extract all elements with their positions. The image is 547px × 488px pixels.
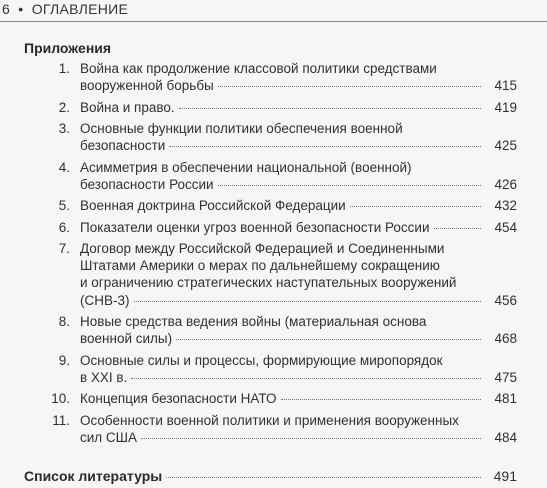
toc-entry-body (80, 313, 517, 347)
toc-entry-number: 10. (51, 391, 70, 407)
toc-entry-text: в XXI в. (80, 369, 128, 385)
toc-entry-page: 419 (494, 99, 517, 115)
dot-leader (434, 228, 481, 229)
toc-entry-number: 8. (58, 313, 70, 329)
toc-entry-text: Штатами Америки о мерах по дальнейшему сокращению (80, 258, 440, 274)
toc-entry-text: Показатели оценки угроз военной безопасности России (80, 219, 430, 235)
toc-entry-text: Новые средства ведения войны (материальная основа (80, 313, 427, 329)
toc-entry-page: 481 (494, 391, 517, 407)
bibliography-page: 491 (493, 468, 517, 484)
toc-entry-body (80, 412, 517, 446)
toc-entry-body (80, 99, 517, 116)
toc-entry (0, 412, 547, 446)
toc-entry-page: 484 (494, 429, 517, 445)
toc-entry-last-line (80, 390, 517, 407)
toc-entry-page: 415 (494, 78, 517, 94)
toc-entry-last-line (80, 176, 517, 193)
toc-entry-page: 432 (494, 198, 517, 214)
header-bullet: • (18, 1, 24, 17)
dot-leader (141, 438, 481, 439)
toc-entry-last-line (80, 330, 517, 347)
running-head (0, 0, 547, 22)
toc-entry-text: Особенности военной политики и применения вооруженных (80, 412, 459, 428)
toc-entry-number: 5. (58, 198, 70, 214)
toc-entry-text: Основные функции политики обеспечения военной (80, 120, 403, 136)
toc-entry-text: Асимметрия в обеспечении национальной (военной) (80, 159, 412, 175)
toc-entry-body (80, 219, 517, 236)
header-page-number: 6 (2, 1, 11, 17)
toc-entry-last-line (80, 219, 517, 236)
toc-entry-last-line (80, 292, 517, 309)
toc-entry-number: 6. (58, 219, 70, 235)
toc-entry-text: и ограничению стратегических наступательных вооружений (80, 275, 457, 291)
dot-leader (134, 301, 482, 302)
toc-entry-number: 2. (58, 99, 70, 115)
toc-entry (0, 352, 547, 386)
toc-entry (0, 240, 547, 309)
toc-entry-last-line (80, 77, 517, 94)
toc-entry-text: Военная доктрина Российской Федерации (80, 198, 346, 214)
toc-entry-text: (СНВ-3) (80, 292, 130, 308)
toc-entry-last-line (80, 197, 517, 214)
toc-entry-page: 456 (494, 292, 517, 308)
toc-entry (0, 197, 547, 214)
dot-leader (350, 206, 481, 207)
toc-list (0, 60, 547, 446)
toc-entry-page: 468 (494, 331, 517, 347)
dot-leader (218, 86, 481, 87)
toc-entry-last-line (80, 99, 517, 116)
toc-entry (0, 159, 547, 193)
toc-entry-last-line (80, 369, 517, 386)
toc-entry-text: Договор между Российской Федерацией и Соединенными (80, 240, 445, 256)
toc-entry-page: 425 (494, 138, 517, 154)
toc-entry-body (80, 197, 517, 214)
toc-entry-number: 9. (58, 352, 70, 368)
toc-entry-text: военной силы) (80, 331, 173, 347)
toc-entry-bibliography (24, 468, 517, 484)
toc-entry-text: Основные силы и процессы, формирующие миропорядок (80, 352, 443, 368)
toc-entry-body (80, 390, 517, 407)
toc-entry-last-line (80, 137, 517, 154)
dot-leader (218, 185, 481, 186)
toc-entry-number: 7. (58, 240, 70, 256)
toc-entry (0, 60, 547, 94)
toc-entry-text: безопасности (80, 138, 166, 154)
dot-leader (131, 378, 481, 379)
header-title: ОГЛАВЛЕНИЕ (31, 1, 129, 17)
dot-leader (169, 146, 481, 147)
toc-entry (0, 313, 547, 347)
toc-entry-body (80, 120, 517, 154)
dot-leader (176, 339, 481, 340)
toc-entry (0, 120, 547, 154)
toc-entry-number: 3. (58, 120, 70, 136)
toc-entry-page: 426 (494, 176, 517, 192)
bibliography-label: Список литературы (24, 468, 163, 484)
dot-leader (179, 108, 481, 109)
toc-entry (0, 99, 547, 116)
toc-entry-body (80, 352, 517, 386)
toc-entry-text: Война как продолжение классовой политики средствами (80, 61, 437, 76)
toc-entry-number: 1. (58, 61, 70, 76)
toc-entry-page: 475 (494, 369, 517, 385)
toc-entry-text: безопасности России (80, 176, 214, 192)
toc-entry-number: 4. (58, 159, 70, 175)
toc-entry-text: Война и право. (80, 99, 175, 115)
appendix-title: Приложения (24, 40, 112, 56)
toc-entry (0, 219, 547, 236)
toc-entry-body (80, 60, 517, 94)
toc-entry-text: вооруженной борьбы (80, 78, 214, 94)
toc-entry-body (80, 240, 517, 309)
toc-entry-body (80, 159, 517, 193)
dot-leader (166, 477, 481, 478)
dot-leader (281, 399, 482, 400)
toc-entry-page: 454 (494, 219, 517, 235)
toc-entry-number: 11. (52, 412, 70, 428)
toc-entry-text: Концепция безопасности НАТО (80, 391, 277, 407)
toc-entry-text: сил США (80, 429, 138, 445)
toc-entry (0, 390, 547, 407)
toc-entry-last-line (80, 429, 517, 446)
